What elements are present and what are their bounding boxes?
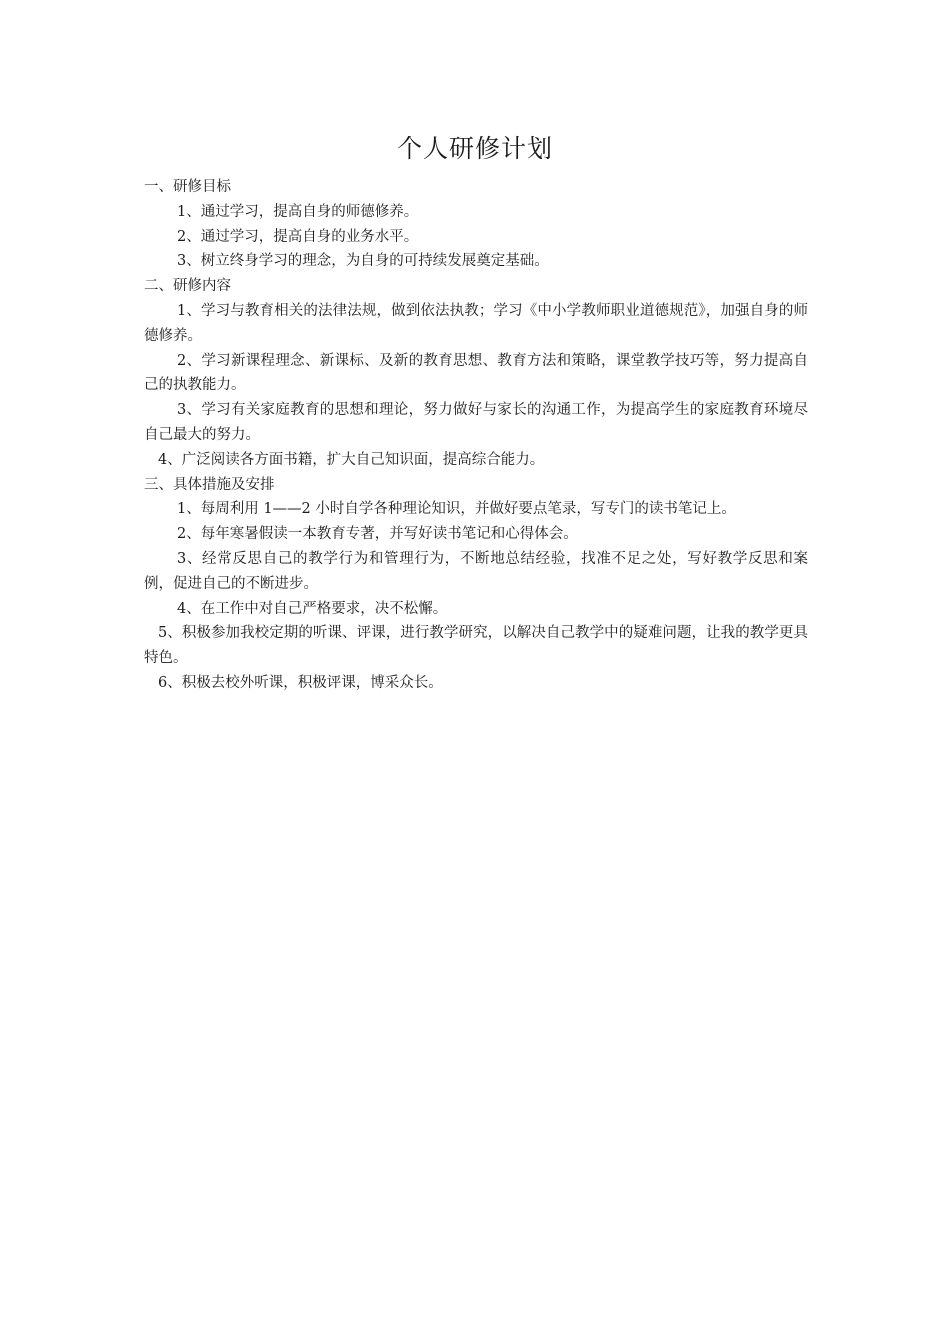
content-item-2: 2、学习新课程理念、新课标、及新的教育思想、教育方法和策略，课堂教学技巧等，努力提高自己的执教能力。 bbox=[144, 352, 808, 394]
goal-item-1: 1、通过学习，提高自身的师德修养。 bbox=[177, 203, 419, 220]
content-item-3: 3、学习有关家庭教育的思想和理论，努力做好与家长的沟通工作，为提高学生的家庭教育环境尽自己最大的努力。 bbox=[144, 402, 808, 443]
content-item-1: 1、学习与教育相关的法律法规，做到依法执教；学习《中小学教师职业道德规范》，加强自身的师德修养。 bbox=[144, 302, 808, 344]
document-title: 个人研修计划 bbox=[396, 134, 553, 163]
content-item-4: 4、广泛阅读各方面书籍，扩大自己知识面，提高综合能力。 bbox=[158, 451, 545, 468]
measure-item-3: 3、经常反思自己的教学行为和管理行为，不断地总结经验，找准不足之处，写好教学反思和案例，促进自己的不断进步。 bbox=[144, 550, 808, 592]
measure-item-2: 2、每年寒暑假读一本教育专著，并写好读书笔记和心得体会。 bbox=[177, 526, 578, 543]
measure-item-1: 1、每周利用 1——2 小时自学各种理论知识，并做好要点笔录，写专门的读书笔记上。 bbox=[177, 501, 736, 518]
measure-item-4: 4、在工作中对自己严格要求，决不松懈。 bbox=[177, 600, 448, 617]
section-heading-measures: 三、具体措施及安排 bbox=[144, 476, 275, 493]
section-heading-goals: 一、研修目标 bbox=[144, 179, 231, 195]
measure-item-6: 6、积极去校外听课，积极评课，博采众长。 bbox=[158, 674, 443, 691]
measure-item-5: 5、积极参加我校定期的听课、评课，进行教学研究，以解决自己教学中的疑难问题，让我的教学更具特色。 bbox=[144, 625, 808, 667]
section-heading-content: 二、研修内容 bbox=[144, 278, 231, 295]
goal-item-2: 2、通过学习，提高自身的业务水平。 bbox=[177, 228, 419, 245]
goal-item-3: 3、树立终身学习的理念，为自身的可持续发展奠定基础。 bbox=[177, 253, 549, 270]
document-body bbox=[144, 175, 808, 696]
